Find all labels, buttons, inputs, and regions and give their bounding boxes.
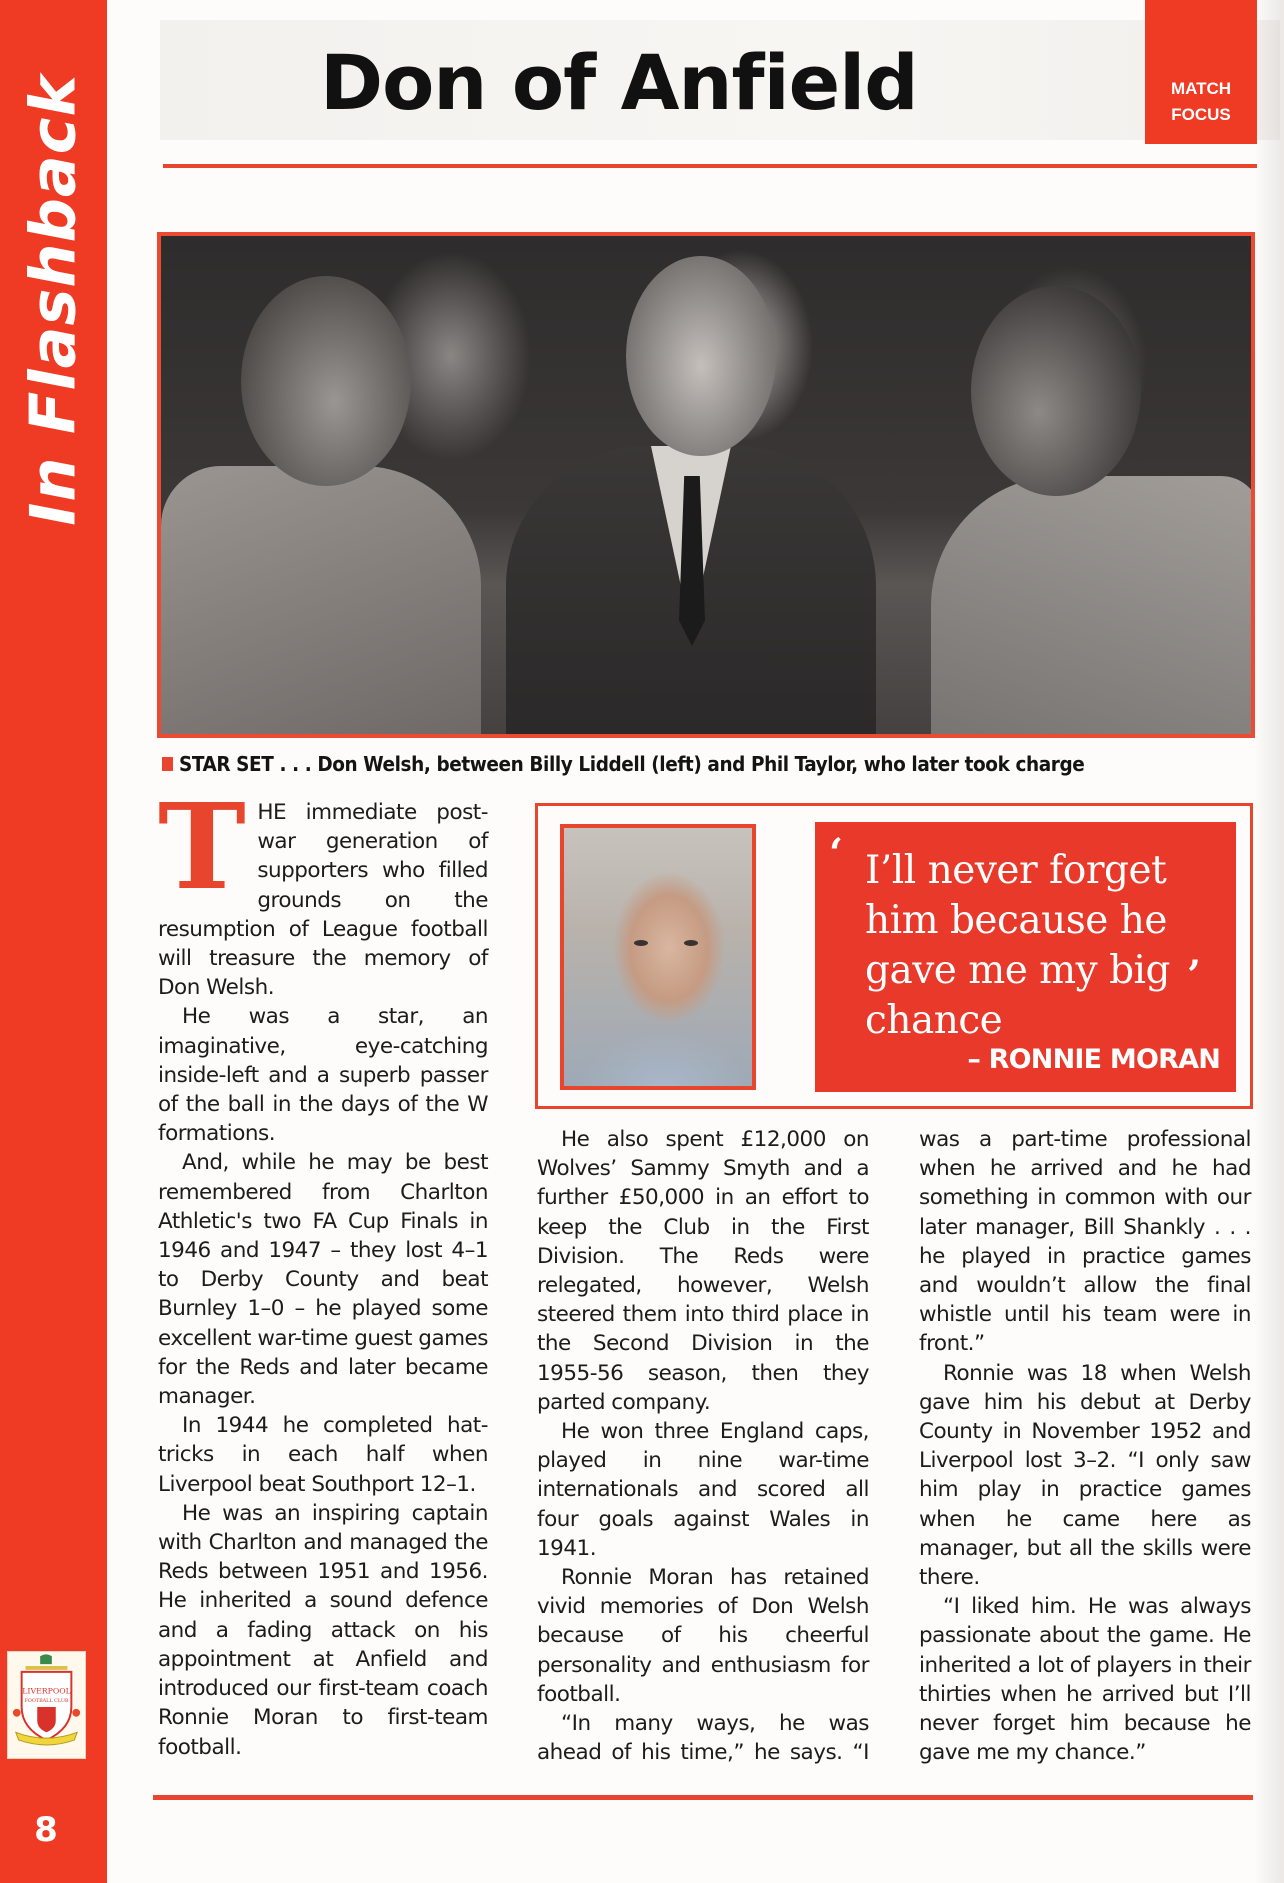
article-paragraph: “I liked him. He was always passionate about the game. He inherited a lot of players in their thirties when he arrived but I’ll never forget him because he gave me my chance.”: [919, 1594, 1251, 1766]
svg-text:FOOTBALL CLUB: FOOTBALL CLUB: [24, 1698, 69, 1705]
photo-figure-left: [161, 466, 481, 738]
article-paragraph: “In many ways, he was ahead of his time,” he says. “I: [537, 1711, 869, 1766]
pull-quote-box: [535, 803, 1253, 1109]
footer-divider: [153, 1795, 1253, 1800]
article-column-3: [919, 1125, 1251, 1767]
article-paragraph: In 1944 he completed hat-tricks in each half when Liverpool beat Southport 12–1.: [158, 1413, 488, 1497]
section-tag-line-1: MATCH: [1170, 79, 1232, 98]
pull-quote-text: I’ll never forget him because he gave me my big chance: [865, 848, 1170, 1043]
article-paragraph: And, while he may be best remembered from Charlton Athletic's two FA Cup Finals in 1946 and 1947 – they lost 4–1 to Derby County and beat Burnley 1–0 – he played some excellent war-time guest games for the Reds and later became manager.: [158, 1150, 488, 1410]
header-divider: [163, 164, 1257, 168]
photo-head-left: [241, 276, 411, 486]
caption-text: STAR SET . . . Don Welsh, between Billy Liddell (left) and Phil Taylor, who later took charge: [179, 752, 1085, 776]
page-title: Don of Anfield: [320, 38, 918, 127]
main-photo: [157, 232, 1255, 738]
photo-head-center: [626, 256, 776, 456]
pull-quote-attribution: – RONNIE MORAN: [967, 1044, 1220, 1075]
open-quote-icon: ‘: [829, 830, 843, 877]
page-edge-shadow: [1254, 0, 1284, 1883]
ronnie-moran-photo: [560, 824, 756, 1090]
club-crest-icon: [7, 1651, 86, 1759]
article-paragraph: He also spent £12,000 on Wolves’ Sammy Smyth and a further £50,000 in an effort to keep the Club in the First Division. The Reds were relegated, however, Welsh steered them into third place in the Second Division in the 1955-56 season, then they parted company.: [537, 1127, 869, 1415]
photo-figure-right: [931, 476, 1255, 738]
pull-quote-panel: [815, 822, 1236, 1092]
article-paragraph: THE immediate post-war generation of supporters who filled grounds on the resumption of League football will treasure the memory of Don Welsh.: [158, 777, 488, 1001]
section-tag: [1145, 0, 1257, 144]
section-sidebar: [0, 0, 107, 1883]
drop-cap: T: [158, 777, 246, 916]
svg-text:LIVERPOOL: LIVERPOOL: [22, 1686, 71, 1696]
photo-head-right: [971, 286, 1141, 496]
photo-eye: [684, 940, 698, 946]
photo-caption: [162, 752, 1282, 776]
article-paragraph: was a part-time professional when he arrived and he had something in common with our later manager, Bill Shankly . . . he played in practice games and wouldn’t allow the final whistle until his team were in front.”: [919, 1127, 1251, 1357]
section-title: In Flashback: [16, 74, 90, 526]
close-quote-icon: ’: [1187, 952, 1201, 999]
section-tag-line-2: FOCUS: [1171, 105, 1231, 124]
article-paragraph: He was a star, an imaginative, eye-catching inside-left and a superb passer of the ball in the days of the W formations.: [158, 1004, 488, 1147]
photo-eye: [634, 940, 648, 946]
article-paragraph: Ronnie was 18 when Welsh gave him his debut at Derby County in November 1952 and Liverpool lost 3–2. “I only saw him play in practice games when he came here as manager, but all the skills were there.: [919, 1360, 1251, 1591]
caption-bullet-icon: [162, 757, 173, 771]
article-paragraph: He was an inspiring captain with Charlton and managed the Reds between 1951 and 1956. He inherited a sound defence and a fading attack on his appointment at Anfield and introduced our first-team coach Ronnie Moran to first-team football.: [158, 1500, 488, 1760]
article-paragraph: He won three England caps, played in nine war-time internationals and scored all four goals against Wales in 1941.: [537, 1419, 869, 1561]
article-column-1: [158, 777, 488, 1762]
article-paragraph: Ronnie Moran has retained vivid memories of Don Welsh because of his cheerful personality and enthusiasm for football.: [537, 1565, 869, 1707]
article-column-2: [537, 1125, 869, 1767]
page-number: 8: [34, 1810, 58, 1850]
